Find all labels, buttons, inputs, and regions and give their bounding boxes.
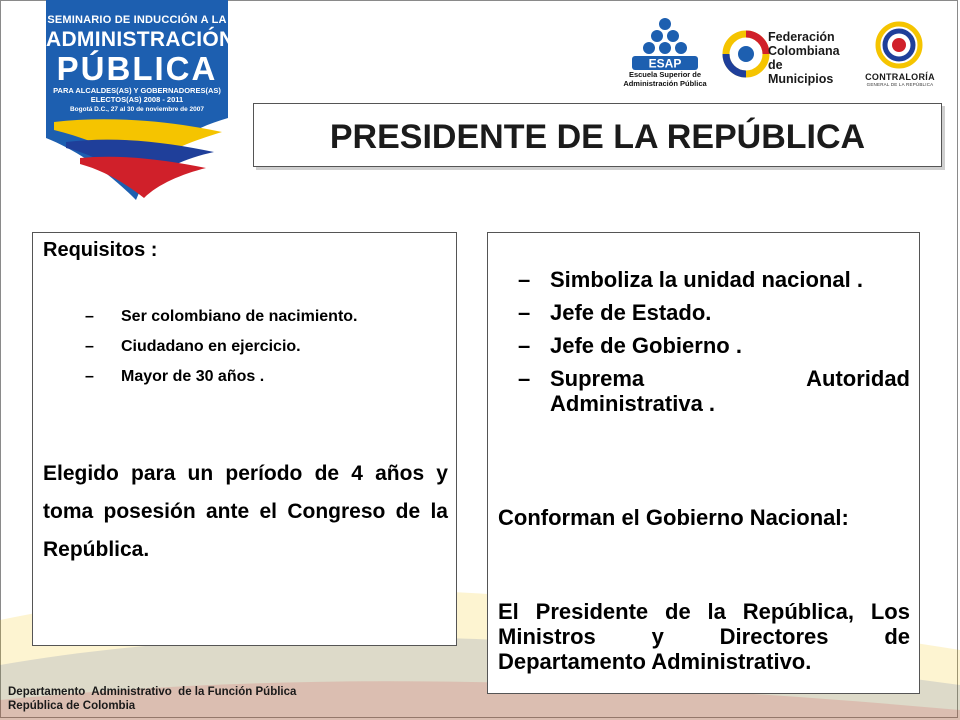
members-paragraph: El Presidente de la República, Los Ministros y Directores de Departamento Administrativo. [498,599,910,674]
footer-line1: Departamento Administrativo de la Función Pública [8,686,297,698]
government-paragraph: Conforman el Gobierno Nacional: [498,505,849,530]
fcm-name: Federación Colombiana de Municipios [768,30,840,86]
contraloria-logo-icon [874,20,924,70]
requirement-text: Ser colombiano de nacimiento. [121,308,358,325]
seminar-logo-line2: ADMINISTRACIÓN [46,28,235,51]
dash-bullet: – [518,333,531,358]
requirement-text: Mayor de 30 años . [121,368,265,385]
roles-list [518,267,910,424]
footer [8,685,296,713]
title-box [253,103,942,167]
dash-bullet: – [518,267,531,292]
role-text: Jefe de Gobierno . [550,333,742,358]
page-title: PRESIDENTE DE LA REPÚBLICA [329,118,866,156]
role-text: Jefe de Estado. [550,300,712,325]
dash-bullet: – [518,366,531,391]
list-item [518,267,910,292]
contraloria-subtitle: GENERAL DE LA REPÚBLICA [866,82,934,87]
requirement-text: Ciudadano en ejercicio. [121,338,301,355]
list-item [85,367,449,387]
fcm-logo-icon [722,26,772,82]
dash-bullet: – [518,300,531,325]
seminar-logo [46,0,235,200]
list-item [518,366,910,416]
seminar-logo-line4: PARA ALCALDES(AS) Y GOBERNADORES(AS) ELECTOS(AS) 2008 - 2011 [53,86,221,104]
esap-caption: Escuela Superior de Administración Pública [623,70,707,88]
requirements-box [32,232,457,646]
list-item [85,307,449,327]
seminar-logo-line3: PÚBLICA [56,50,218,87]
dash-bullet: – [85,338,94,355]
requirements-list [85,307,449,397]
dash-bullet: – [85,308,94,325]
list-item [518,333,910,358]
roles-box [487,232,920,694]
footer-line2: República de Colombia [8,700,136,712]
dash-bullet: – [85,368,94,385]
election-paragraph: Elegido para un período de 4 años y toma posesión ante el Congreso de la República. [43,462,448,561]
seminar-logo-line5: Bogotá D.C., 27 al 30 de noviembre de 2007 [69,106,205,113]
esap-wordmark: ESAP [648,56,682,71]
role-text: Suprema Autoridad Administrativa . [550,366,910,416]
list-item [518,300,910,325]
contraloria-name: CONTRALORÍA [865,72,935,82]
requirements-heading: Requisitos : [43,239,158,261]
list-item [85,337,449,357]
seminar-logo-line1: SEMINARIO DE INDUCCIÓN A LA [47,14,227,26]
role-text: Simboliza la unidad nacional . [550,267,863,292]
